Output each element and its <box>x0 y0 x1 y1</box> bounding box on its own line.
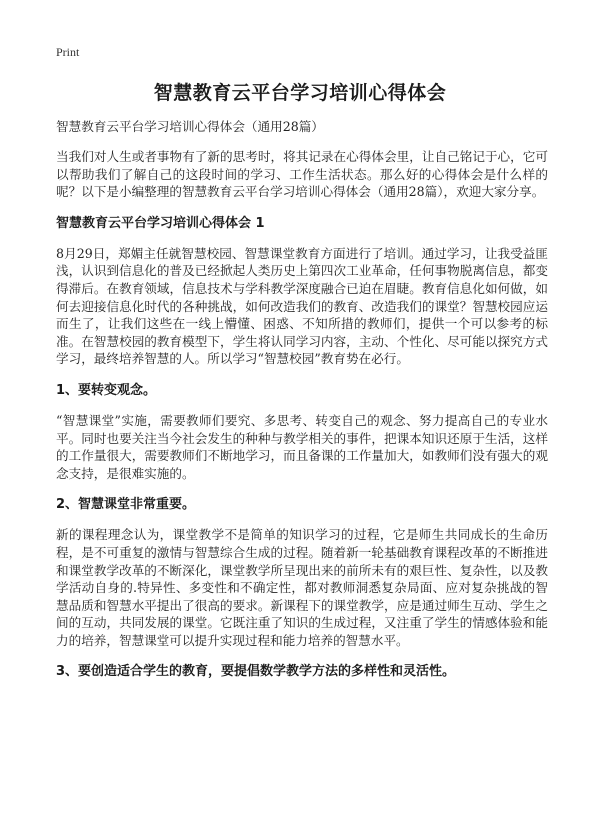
point-2-paragraph: 新的课程理念认为，课堂教学不是简单的知识学习的过程，它是师生共同成长的生命历程，是不可重复的激情与智慧综合生成的过程。随着新一轮基础教育课程改革的不断推进和课堂教学改革的不断深化，课堂教学所呈现出来的前所未有的艰巨性、复杂性，以及教学活动自身的.特异性、多变性和不确定性，都对教师洞悉复杂局面、应对复杂挑战的智慧品质和智慧水平提出了很高的要求。新课程下的课堂教学，应是通过师生互动、学生之间的互动，共同发展的课堂。它既注重了知识的生成过程，又注重了学生的情感体验和能力的培养，智慧课堂可以提升实现过程和能力培养的智慧水平。 <box>56 527 548 648</box>
intro-paragraph: 当我们对人生或者事物有了新的思考时，将其记录在心得体会里，让自己铭记于心，它可以帮助我们了解自己的这段时间的学习、工作生活状态。那么好的心得体会是什么样的呢？以下是小编整理的智慧教育云平台学习培训心得体会（通用28篇），欢迎大家分享。 <box>56 149 548 200</box>
section-heading-1: 智慧教育云平台学习培训心得体会 1 <box>56 215 265 231</box>
point-2-heading: 2、智慧课堂非常重要。 <box>56 497 196 513</box>
section-1-paragraph: 8月29日，郑媚主任就智慧校园、智慧课堂教育方面进行了培训。通过学习，让我受益匪浅，认识到信息化的普及已经掀起人类历史上第四次工业革命，任何事物脱离信息，都变得滞后。在教育领域，信息技术与学科教学深度融合已迫在眉睫。教育信息化如何做，如何去迎接信息化时代的各种挑战，如何改造我们的教育、改造我们的课堂？智慧校园应运而生了，让我们这些在一线上懵懂、困惑、不知所措的教师们，提供一个可以参考的标准。在智慧校园的教育模型下，学生将认同学习内容，主动、个性化、尽可能以探究方式学习，最终培养智慧的人。所以学习“智慧校园”教育势在必行。 <box>56 245 548 367</box>
print-link[interactable]: Print <box>56 45 80 59</box>
document-subtitle: 智慧教育云平台学习培训心得体会（通用28篇） <box>56 119 324 134</box>
page-title: 智慧教育云平台学习培训心得体会 <box>153 82 447 104</box>
document-body <box>56 118 548 693</box>
point-1-heading: 1、要转变观念。 <box>56 382 157 398</box>
point-3-heading: 3、要创造适合学生的教育，要提倡数学教学方法的多样性和灵活性。 <box>56 664 456 680</box>
point-1-paragraph: “智慧课堂”实施，需要教师们要究、多思考、转变自己的观念、努力提高自己的专业水平。同时也要关注当今社会发生的种种与教学相关的事件，把课本知识还原于生活，这样的工作量很大，需要教师们不断地学习，而且备课的工作量加大，如教师们没有强大的观念支持，是很难实施的。 <box>56 412 548 481</box>
